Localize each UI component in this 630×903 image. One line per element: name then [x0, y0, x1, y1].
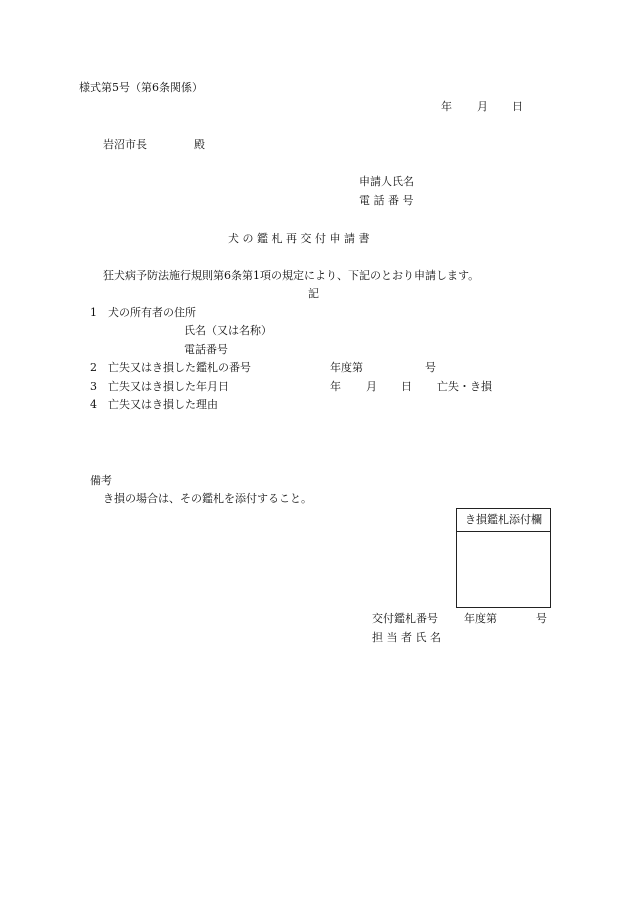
item-2-nendo: 年度第: [330, 361, 363, 374]
form-number: 様式第5号（第6条関係）: [79, 81, 203, 94]
item-3-number: 3: [90, 380, 97, 393]
staff-name-label: 担 当 者 氏 名: [372, 631, 441, 644]
item-3-year: 年: [330, 380, 341, 393]
item-4-number: 4: [90, 398, 97, 411]
addressee-name: 岩沼市長: [103, 138, 147, 151]
attachment-box-label: き損鑑札添付欄: [457, 509, 550, 532]
item-3-label: 亡失又はき損した年月日: [108, 380, 229, 393]
issued-number-label: 交付鑑札番号: [372, 612, 438, 625]
remarks-text: き損の場合は、その鑑札を添付すること。: [103, 492, 312, 505]
ki-heading: 記: [308, 287, 319, 300]
date-day: 日: [512, 100, 523, 113]
attachment-box: [456, 508, 551, 608]
item-4-label: 亡失又はき損した理由: [108, 398, 218, 411]
date-year: 年: [441, 100, 452, 113]
applicant-name-label: 申請人氏名: [359, 175, 414, 188]
item-1-label: 犬の所有者の住所: [108, 306, 196, 319]
item-2-label: 亡失又はき損した鑑札の番号: [108, 361, 251, 374]
item-2-number: 2: [90, 361, 97, 374]
document-title: 犬 の 鑑 札 再 交 付 申 請 書: [228, 232, 370, 245]
item-1-phone-label: 電話番号: [184, 343, 228, 356]
item-1-name-label: 氏名（又は名称）: [184, 324, 272, 337]
addressee-honorific: 殿: [194, 138, 205, 151]
date-month: 月: [477, 100, 488, 113]
item-3-type: 亡失・き損: [437, 380, 492, 393]
applicant-phone-label: 電 話 番 号: [359, 194, 414, 207]
remarks-heading: 備考: [90, 474, 112, 487]
intro-text: 狂犬病予防法施行規則第6条第1項の規定により、下記のとおり申請します。: [103, 269, 480, 282]
issued-nendo: 年度第: [464, 612, 497, 625]
item-3-day: 日: [401, 380, 412, 393]
item-2-go: 号: [425, 361, 436, 374]
issued-go: 号: [536, 612, 547, 625]
item-3-month: 月: [366, 380, 377, 393]
item-1-number: 1: [90, 306, 97, 319]
